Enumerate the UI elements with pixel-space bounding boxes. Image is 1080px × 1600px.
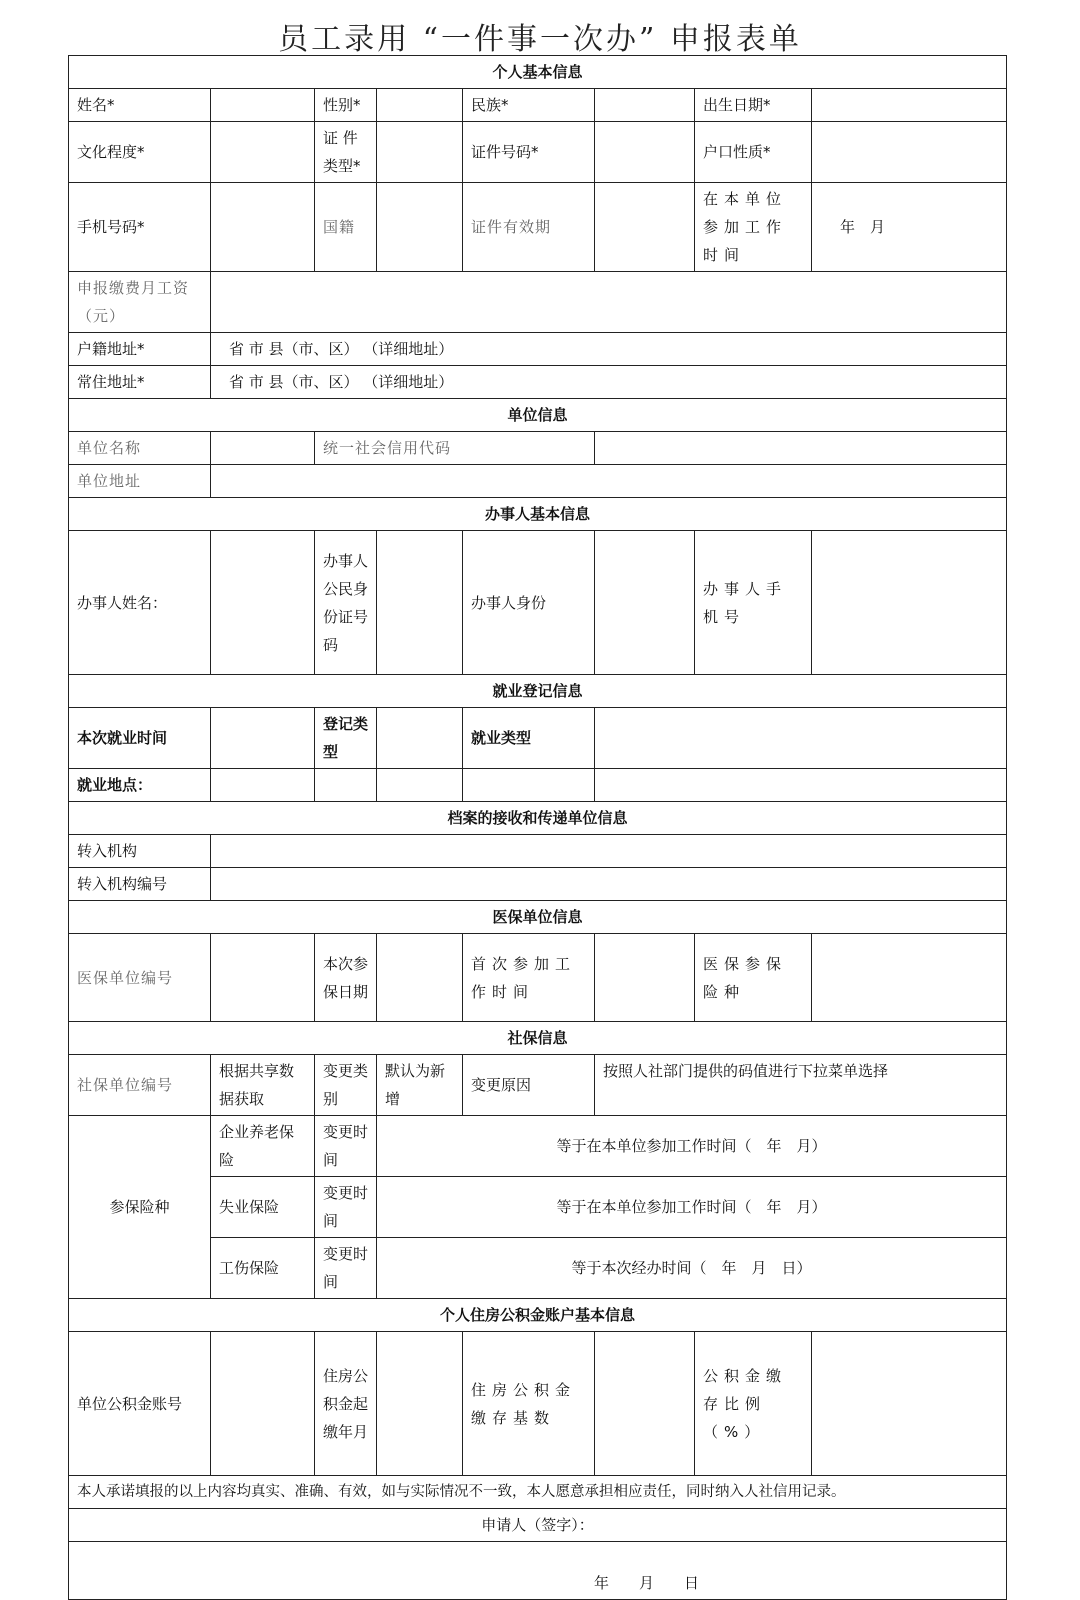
label-ethnicity: 民族* <box>463 89 595 122</box>
field-agent-mobile[interactable] <box>812 531 1007 675</box>
label-credit-code: 统一社会信用代码 <box>315 432 595 465</box>
label-work-start: 在本单位参加工作时间 <box>695 183 812 272</box>
field-transfer-org-code[interactable] <box>211 868 1007 901</box>
label-unit-name: 单位名称 <box>69 432 211 465</box>
field-residence-address[interactable]: 省 市 县（市、区） （详细地址） <box>211 366 1007 399</box>
field-birth-date[interactable] <box>812 89 1007 122</box>
signature-date-field[interactable]: 年 月 日 <box>69 1542 1007 1600</box>
field-id-number[interactable] <box>595 122 695 183</box>
label-fund-start-month: 住房公积金起缴年月 <box>315 1332 377 1476</box>
section-medical-insurance: 医保单位信息 <box>69 901 1007 934</box>
field-education[interactable] <box>211 122 315 183</box>
label-unemployment-change-time: 变更时间 <box>315 1177 377 1238</box>
field-transfer-org[interactable] <box>211 835 1007 868</box>
label-fund-base: 住房公积金缴存基数 <box>463 1332 595 1476</box>
field-mobile[interactable] <box>211 183 315 272</box>
label-unit-address: 单位地址 <box>69 465 211 498</box>
section-personal-info: 个人基本信息 <box>69 56 1007 89</box>
field-agent-identity[interactable] <box>595 531 695 675</box>
field-employment-location-4[interactable] <box>463 769 595 802</box>
field-fund-account[interactable] <box>211 1332 315 1476</box>
label-name: 姓名* <box>69 89 211 122</box>
field-registration-type[interactable] <box>377 708 463 769</box>
label-injury-change-time: 变更时间 <box>315 1238 377 1299</box>
label-residence-address: 常住地址* <box>69 366 211 399</box>
field-first-work-time[interactable] <box>595 934 695 1022</box>
section-employment-registration: 就业登记信息 <box>69 675 1007 708</box>
form-title: 员工录用 “一件事一次办” 申报表单 <box>278 22 802 57</box>
label-pension-change-time: 变更时间 <box>315 1116 377 1177</box>
label-declared-wage: 申报缴费月工资（元） <box>69 272 211 333</box>
label-transfer-org-code: 转入机构编号 <box>69 868 211 901</box>
field-household-type[interactable] <box>812 122 1007 183</box>
label-fund-ratio: 公积金缴存比例（%） <box>695 1332 812 1476</box>
label-pension: 企业养老保险 <box>211 1116 315 1177</box>
field-work-start[interactable]: 年 月 <box>812 183 1007 272</box>
label-hukou-address: 户籍地址* <box>69 333 211 366</box>
note-shared-data: 根据共享数据获取 <box>211 1055 315 1116</box>
field-employment-location-1[interactable] <box>211 769 315 802</box>
label-change-type: 变更类别 <box>315 1055 377 1116</box>
field-medical-unit-code[interactable] <box>211 934 315 1022</box>
label-education: 文化程度* <box>69 122 211 183</box>
field-enroll-date[interactable] <box>377 934 463 1022</box>
section-housing-fund: 个人住房公积金账户基本信息 <box>69 1299 1007 1332</box>
field-nationality[interactable] <box>377 183 463 272</box>
label-employment-time: 本次就业时间 <box>69 708 211 769</box>
dropdown-change-reason[interactable]: 按照人社部门提供的码值进行下拉菜单选择 <box>595 1055 1007 1116</box>
section-employer-info: 单位信息 <box>69 399 1007 432</box>
field-fund-start-month[interactable] <box>377 1332 463 1476</box>
label-employment-location: 就业地点： <box>69 769 211 802</box>
label-fund-account: 单位公积金账号 <box>69 1332 211 1476</box>
field-name[interactable] <box>211 89 315 122</box>
field-credit-code[interactable] <box>595 432 1007 465</box>
field-unit-address[interactable] <box>211 465 1007 498</box>
field-employment-location-3[interactable] <box>377 769 463 802</box>
field-fund-base[interactable] <box>595 1332 695 1476</box>
label-gender: 性别* <box>315 89 377 122</box>
label-agent-id-number: 办事人公民身份证号码 <box>315 531 377 675</box>
application-form <box>68 55 1007 1600</box>
field-unit-name[interactable] <box>211 432 315 465</box>
label-birth-date: 出生日期* <box>695 89 812 122</box>
label-employment-type: 就业类型 <box>463 708 595 769</box>
label-unemployment: 失业保险 <box>211 1177 315 1238</box>
field-ethnicity[interactable] <box>595 89 695 122</box>
value-injury-change-time: 等于本次经办时间（ 年 月 日） <box>377 1238 1007 1299</box>
label-agent-mobile: 办事人手机号 <box>695 531 812 675</box>
label-transfer-org: 转入机构 <box>69 835 211 868</box>
label-id-validity: 证件有效期 <box>463 183 595 272</box>
field-gender[interactable] <box>377 89 463 122</box>
label-medical-unit-code: 医保单位编号 <box>69 934 211 1022</box>
value-unemployment-change-time: 等于在本单位参加工作时间（ 年 月） <box>377 1177 1007 1238</box>
field-medical-insurance-type[interactable] <box>812 934 1007 1022</box>
section-archive-info: 档案的接收和传递单位信息 <box>69 802 1007 835</box>
label-insured-types: 参保险种 <box>69 1116 211 1299</box>
label-medical-insurance-type: 医保参保险种 <box>695 934 812 1022</box>
field-id-type[interactable] <box>377 122 463 183</box>
field-employment-time[interactable] <box>211 708 315 769</box>
label-injury: 工伤保险 <box>211 1238 315 1299</box>
field-hukou-address[interactable]: 省 市 县（市、区） （详细地址） <box>211 333 1007 366</box>
value-pension-change-time: 等于在本单位参加工作时间（ 年 月） <box>377 1116 1007 1177</box>
field-employment-location-5[interactable] <box>595 769 1007 802</box>
label-id-type: 证 件 类型* <box>315 122 377 183</box>
field-employment-type[interactable] <box>595 708 1007 769</box>
field-agent-name[interactable] <box>211 531 315 675</box>
signature-label: 申请人（签字）： <box>69 1509 1007 1542</box>
label-household-type: 户口性质* <box>695 122 812 183</box>
label-id-number: 证件号码* <box>463 122 595 183</box>
field-fund-ratio[interactable] <box>812 1332 1007 1476</box>
label-first-work-time: 首次参加工作时间 <box>463 934 595 1022</box>
section-agent-info: 办事人基本信息 <box>69 498 1007 531</box>
label-registration-type: 登记类型 <box>315 708 377 769</box>
label-mobile: 手机号码* <box>69 183 211 272</box>
field-declared-wage[interactable] <box>211 272 1007 333</box>
label-nationality: 国籍 <box>315 183 377 272</box>
label-agent-identity: 办事人身份 <box>463 531 595 675</box>
field-agent-id-number[interactable] <box>377 531 463 675</box>
label-agent-name: 办事人姓名： <box>69 531 211 675</box>
label-enroll-date: 本次参保日期 <box>315 934 377 1022</box>
label-social-unit-code: 社保单位编号 <box>69 1055 211 1116</box>
value-default-new: 默认为新增 <box>377 1055 463 1116</box>
field-id-validity[interactable] <box>595 183 695 272</box>
field-employment-location-2[interactable] <box>315 769 377 802</box>
label-change-reason: 变更原因 <box>463 1055 595 1116</box>
section-social-security: 社保信息 <box>69 1022 1007 1055</box>
declaration-statement: 本人承诺填报的以上内容均真实、准确、有效，如与实际情况不一致，本人愿意承担相应责任，同时纳入人社信用记录。 <box>69 1476 1007 1509</box>
